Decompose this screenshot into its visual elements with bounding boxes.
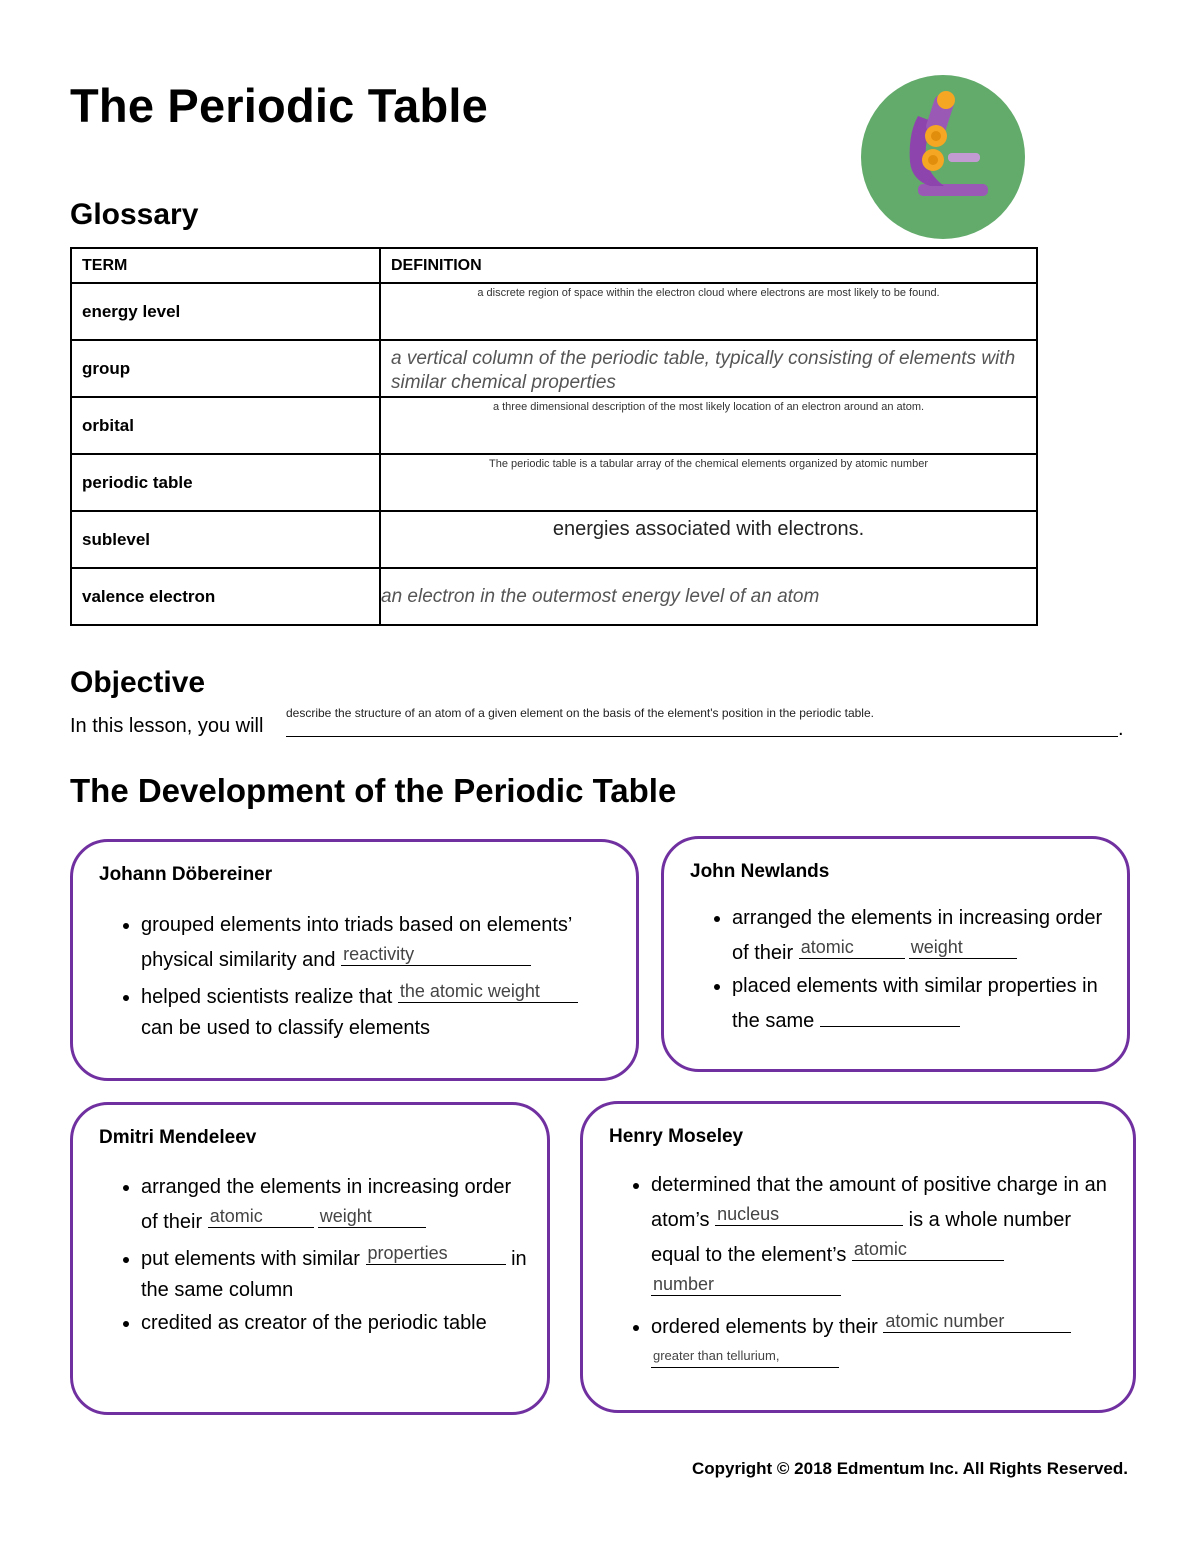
- list-item: • put elements with similar properties in the same column: [141, 1240, 531, 1306]
- definition-text: a discrete region of space within the electron cloud where electrons are most likely to be found.: [477, 287, 940, 299]
- list-item: • credited as creator of the periodic table: [141, 1308, 531, 1339]
- table-row: [71, 397, 1037, 454]
- term-cell: energy level: [71, 283, 380, 340]
- column-header-term: TERM: [71, 248, 380, 283]
- microscope-logo-icon: [860, 74, 1026, 240]
- list-item: • placed elements with similar properties in the same: [732, 971, 1112, 1037]
- answer-blank[interactable]: atomic: [799, 934, 905, 959]
- answer-blank[interactable]: properties: [366, 1240, 506, 1265]
- bullet-list: [115, 1172, 531, 1341]
- answer-blank[interactable]: atomic: [852, 1236, 1004, 1261]
- objective-sentence: [70, 706, 1130, 740]
- card-title: Johann Döbereiner: [99, 864, 273, 885]
- objective-answer: describe the structure of an atom of a given element on the basis of the element's position in the periodic table.: [286, 706, 874, 720]
- page-title: The Periodic Table: [70, 79, 488, 132]
- definition-cell[interactable]: [380, 511, 1037, 568]
- development-heading: The Development of the Periodic Table: [70, 772, 677, 809]
- definition-cell[interactable]: an electron in the outermost energy level of an atom: [380, 568, 1037, 625]
- bullet-list: [115, 910, 611, 1046]
- copyright-footer: Copyright © 2018 Edmentum Inc. All Rights Reserved.: [691, 1459, 1128, 1478]
- card-title: John Newlands: [690, 861, 830, 882]
- term-cell: periodic table: [71, 454, 380, 511]
- definition-cell[interactable]: [380, 397, 1037, 454]
- definition-cell[interactable]: [380, 454, 1037, 511]
- card-dobereiner: [70, 839, 639, 1081]
- answer-blank[interactable]: atomic number: [883, 1308, 1071, 1333]
- table-header-row: [71, 248, 1037, 283]
- bullet-list: [706, 903, 1112, 1039]
- table-row: [71, 454, 1037, 511]
- glossary-table: [70, 247, 1038, 626]
- objective-lead: In this lesson, you will: [70, 715, 264, 737]
- term-cell: valence electron: [71, 568, 380, 625]
- table-row: [71, 283, 1037, 340]
- answer-blank[interactable]: weight: [909, 934, 1017, 959]
- card-newlands: [661, 836, 1130, 1072]
- definition-text: The periodic table is a tabular array of the chemical elements organized by atomic number: [488, 458, 928, 470]
- table-row: [71, 568, 1037, 625]
- definition-cell[interactable]: [380, 283, 1037, 340]
- answer-blank[interactable]: atomic: [208, 1203, 314, 1228]
- answer-blank[interactable]: reactivity: [341, 941, 531, 966]
- list-item: • arranged the elements in increasing order of their atomic weight: [732, 903, 1112, 969]
- objective-heading: Objective: [70, 666, 206, 699]
- card-mendeleev: [70, 1102, 550, 1415]
- definition-text: energies associated with electrons.: [552, 518, 865, 540]
- definition-cell[interactable]: [380, 340, 1037, 397]
- answer-blank[interactable]: nucleus: [715, 1201, 903, 1226]
- card-moseley: [580, 1101, 1136, 1413]
- answer-blank[interactable]: [820, 1002, 960, 1027]
- column-header-definition: DEFINITION: [380, 248, 1037, 283]
- list-item: • helped scientists realize that the atomic weight can be used to classify elements: [141, 978, 611, 1044]
- glossary-heading: Glossary: [70, 198, 199, 231]
- card-title: Henry Moseley: [609, 1126, 744, 1147]
- definition-text: a three dimensional description of the most likely location of an electron around an atom.: [492, 401, 925, 413]
- list-item: • determined that the amount of positive charge in an atom’s nucleus is a whole number equal to the element’s atomic number: [651, 1170, 1121, 1306]
- term-cell: group: [71, 340, 380, 397]
- table-row: [71, 511, 1037, 568]
- objective-end: .: [1118, 718, 1124, 740]
- answer-blank[interactable]: weight: [318, 1203, 426, 1228]
- definition-text: a vertical column of the periodic table, typically consisting of elements with similar chemical properties: [391, 348, 1016, 393]
- bullet-list: [625, 1170, 1121, 1380]
- list-item: • arranged the elements in increasing order of their atomic weight: [141, 1172, 531, 1238]
- answer-blank[interactable]: the atomic weight: [398, 978, 578, 1003]
- objective-answer-field[interactable]: [286, 706, 1118, 737]
- table-row: [71, 340, 1037, 397]
- list-item: • grouped elements into triads based on elements’ physical similarity and reactivity: [141, 910, 611, 976]
- card-title: Dmitri Mendeleev: [99, 1127, 257, 1148]
- term-cell: orbital: [71, 397, 380, 454]
- term-cell: sublevel: [71, 511, 380, 568]
- answer-blank[interactable]: number: [651, 1271, 841, 1296]
- answer-blank[interactable]: greater than tellurium,: [651, 1343, 839, 1368]
- list-item: • ordered elements by their atomic number greater than tellurium,: [651, 1308, 1121, 1378]
